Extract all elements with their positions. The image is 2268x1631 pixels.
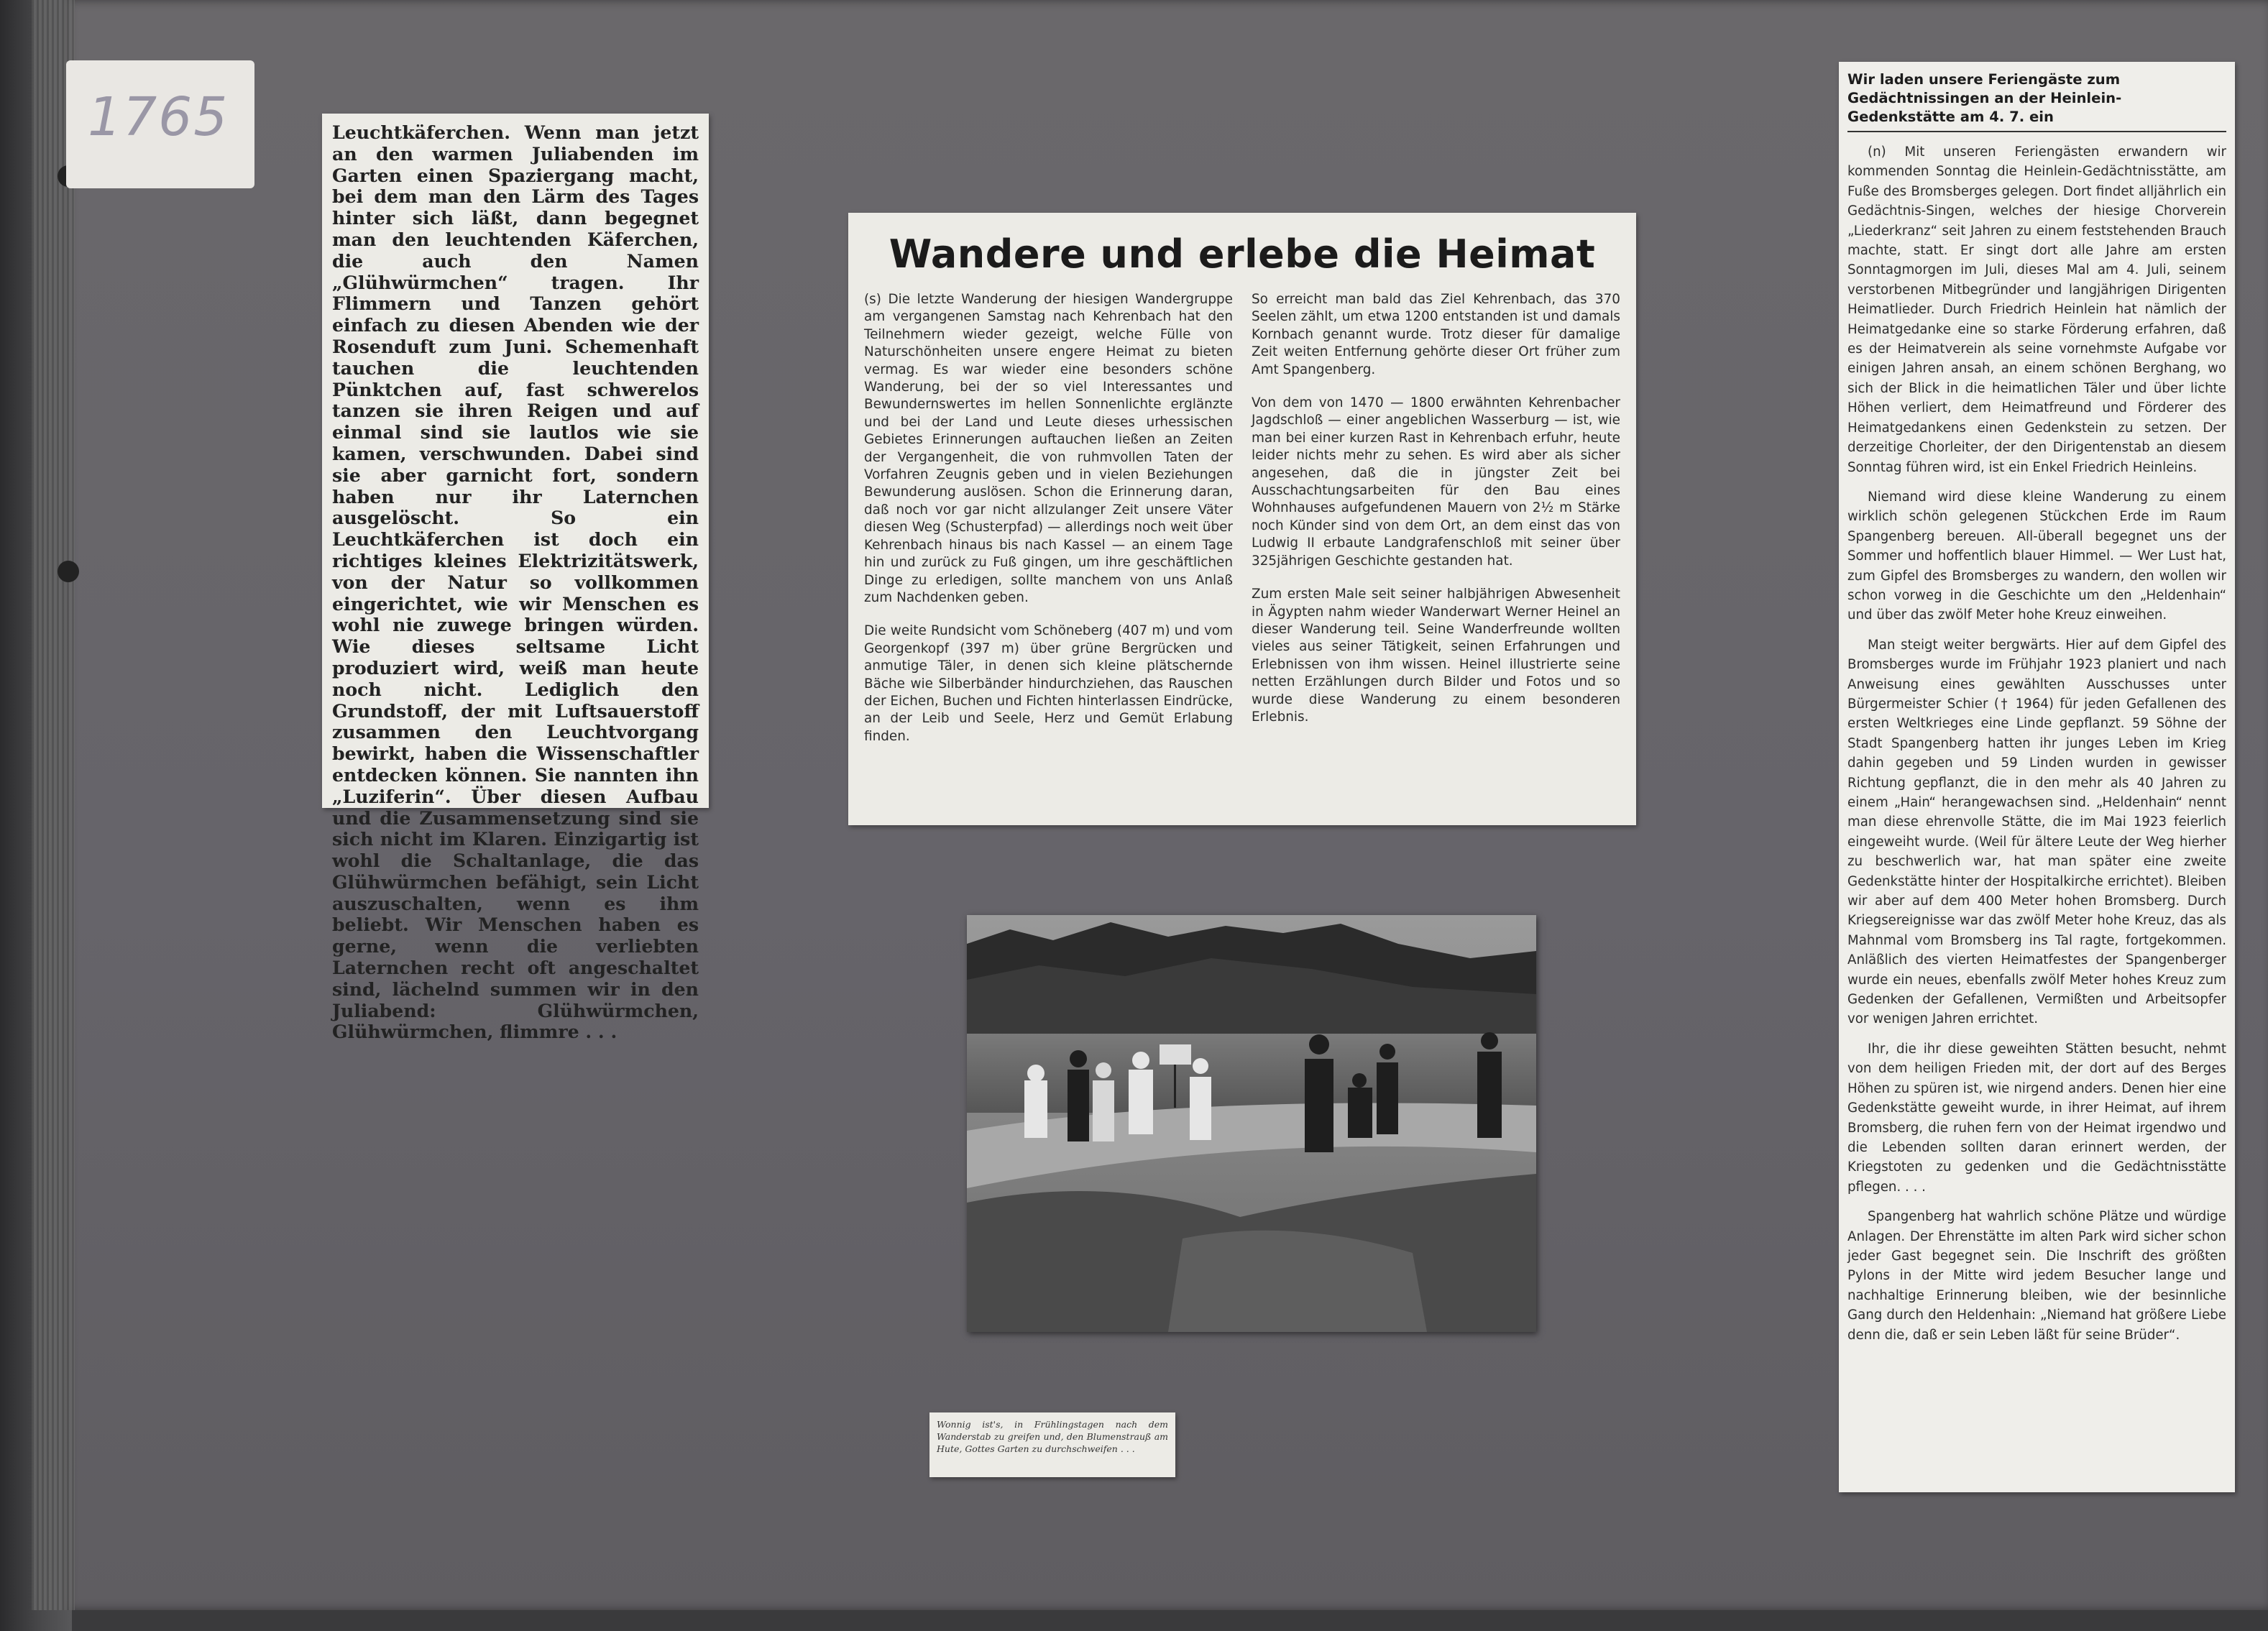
paragraph: Niemand wird diese kleine Wanderung zu einem wirklich schön gelegenen Stückchen Erde im Raum Spangenberg bereuen. All-überall begegnet uns der Sommer und hoffentlich blauer Himmel. — Wer Lust hat, zum Gipfel des Bromsberges zu wandern, den wollen wir schon vorweg in die Geschichte um den „Heldenhain“ und über das zwölf Meter hohe Kreuz einweihen. <box>1847 489 2226 623</box>
clipping-feriengaeste <box>1839 62 2235 1492</box>
column-1 <box>864 291 1233 761</box>
paragraph: So erreicht man bald das Ziel Kehrenbach, das 370 Seelen zählt, um etwa 1200 entstanden ist und damals Kornbach genannt wurde. Trotz dieser für damalige Zeit weiten Entfernung gehörte dieser Ort früher zum Amt Spangenberg. <box>1252 292 1620 377</box>
clipping-headline: Wir laden unsere Feriengäste zum Gedächtnissingen an der Heinlein-Gedenkstätte am 4. 7. ein <box>1847 70 2226 132</box>
paragraph: (s) Die letzte Wanderung der hiesigen Wandergruppe am vergangenen Samstag nach Kehrenbach hat den Teilnehmern wieder gezeigt, welche Fülle von Naturschönheiten unsere engere Heimat zu bieten vermag. Es war wieder eine besonders schöne Wanderung, bei der so viel Interessantes und Bewundernswertes im hellen Sonnenlichte erglänzte und bei der Land und Leute dieses urhessischen Gebietes Erinnerungen auftauchen ließen an Zeiten der Vergangenheit, die von ruhmvollen Taten der Vorfahren Zeugnis geben und in vielen Beziehungen Bewunderung auslösen. Schon die Erinnerung daran, daß noch vor gar nicht allzulanger Zeit unsere Väter diesen Weg (Schusterpfad) — allerdings noch weit über Kehrenbach hinaus bis nach Kassel — an einem Tage hin und zurück zu Fuß gingen, um ihre geschäftlichen Dinge zu erledigen, sollte manchem von uns Anlaß zum Nachdenken geben. <box>864 292 1233 605</box>
clipping-headline: Wandere und erlebe die Heimat <box>889 231 1596 277</box>
hiking-group-photo <box>967 915 1536 1332</box>
column-2 <box>1252 291 1620 761</box>
paragraph: (n) Mit unseren Feriengästen erwandern wir kommenden Sonntag die Heinlein-Gedächtnisstätte, am Fuße des Bromsberges gelegen. Dort findet alljährlich ein Gedächtnis-Singen, welches der hiesige Chorverein „Liederkranz“ seit Jahren zu einem feststehenden Brauch machte, statt. Er singt dort alle Jahre am ersten Sonntagmorgen im Juli, dieses Mal am 4. Juli, seinem verstorbenen Mitbegründer und langjährigen Dirigenten Heimatlieder. Durch Friedrich Heinlein hat nämlich der Heimatgedanke eine so starke Förderung erfahren, daß es der Heimatverein als seine vornehmste Aufgabe vor einigen Jahren ansah, an einem schönen Berghang, wo sich der Blick in die heimatlichen Täler und über lichte Höhen verliert, dem Heimatfreund und Förderer des Heimatgedankens einen Gedenkstein zu setzen. Der derzeitige Chorleiter, der den Dirigentenstab an diesem Sonntag führen wird, ist ein Enkel Friedrich Heinleins. <box>1847 144 2226 475</box>
clipping-columns <box>864 291 1620 761</box>
index-number: 1765 <box>88 86 229 148</box>
paragraph: Von dem von 1470 — 1800 erwähnten Kehrenbacher Jagdschloß — einer angeblichen Wasserburg — ist, wie man bei einer kurzen Rast in Kehrenbach erfuhr, heute leider nichts mehr zu sehen. Es wird aber als sicher angesehen, daß die in jüngster Zeit bei Ausschachtungsarbeiten für den Bau eines Wohnhauses aufgefundenen Mauern von 2½ m Stärke noch Künder sind von dem Ort, an dem einst das von Ludwig II erbaute Landgrafenschloß mit seiner über 325jährigen Geschichte gestanden hat. <box>1252 395 1620 569</box>
clipping-text: Leuchtkäferchen. Wenn man jetzt an den warmen Juliabenden im Garten einen Spaziergang macht, bei dem man den Lärm des Tages hinter sich läßt, dann begegnet man den leuchtenden Käferchen, die auch den Namen „Glühwürmchen“ tragen. Ihr Flimmern und Tanzen gehört einfach zu diesen Abenden wie der Rosenduft zum Juni. Schemenhaft tauchen die leuchtenden Pünktchen auf, fast schwerelos tanzen sie ihren Reigen und auf einmal sind sie lautlos wie sie kamen, verschwunden. Dabei sind sie aber garnicht fort, sondern haben nur ihr Laternchen ausgelöscht. So ein Leuchtkäferchen ist doch ein richtiges kleines Elektrizitätswerk, von der Natur so vollkommen eingerichtet, wie wir Menschen es wohl nie zuwege bringen würden. Wie dieses seltsame Licht produziert wird, weiß man heute noch nicht. Lediglich den Grundstoff, der mit Luftsauerstoff zusammen den Leuchtvorgang bewirkt, haben die Wissenschaftler entdecken können. Sie nannten ihn „Luziferin“. Über diesen Aufbau und die Zusammensetzung sind sie sich nicht im Klaren. Einzigartig ist wohl die Schaltanlage, die das Glühwürmchen befähigt, sein Licht auszuschalten, wenn es ihm beliebt. Wir Menschen haben es gerne, wenn die verliebten Laternchen recht oft angeschaltet sind, lächelnd summen wir in den Juliabend: Glühwürmchen, Glühwürmchen, flimmre . . . <box>332 121 699 1043</box>
clipping-wandere <box>848 213 1636 825</box>
paragraph: Ihr, die ihr diese geweihten Stätten besucht, nehmt von dem heiligen Frieden mit, der dort auf des Berges Höhen zu spüren ist, wie nirgend anders. Denen hier eine Gedenkstätte geweiht wurde, in ihrer Heimat, auf ihrem Bromsberg, die ruhen fern von der Heimat irgendwo und die Lebenden sollten daran erinnert werden, der Kriegstoten zu gedenken und die Gedächtnisstätte pflegen. . . . <box>1847 1041 2226 1195</box>
group-photo-icon <box>967 915 1536 1332</box>
paragraph: Zum ersten Male seit seiner halbjährigen Abwesenheit in Ägypten nahm wieder Wanderwart Werner Heinel an dieser Wanderung teil. Seine Wanderfreunde wollten vieles aus seiner Tätigkeit, seinen Erfahrungen und Erlebnissen von ihm wissen. Heinel illustrierte seine netten Erzählungen durch Bilder und Fotos und so wurde diese Wanderung zu einem besonderen Erlebnis. <box>1252 587 1620 725</box>
page-edge <box>32 0 75 1610</box>
paragraph: Spangenberg hat wahrlich schöne Plätze und würdige Anlagen. Der Ehrenstätte im alten Park wird sicher schon jeder Gast begegnet sein. Die Inschrift des größten Pylons in der Mitte wird jedem Besucher lange und nachhaltige Erinnerung bleiben, wie der besinnliche Gang durch den Heldenhain: „Niemand hat größere Liebe denn die, daß er sein Leben läßt für seine Brüder“. <box>1847 1209 2226 1343</box>
index-label <box>66 60 254 188</box>
poem-text: Wonnig ist's, in Frühlingstagen nach dem Wanderstab zu greifen und, den Blumenstrauß am Hute, Gottes Garten zu durchschweifen . . . <box>937 1419 1168 1454</box>
paragraph: Man steigt weiter bergwärts. Hier auf dem Gipfel des Bromsberges wurde im Frühjahr 1923 planiert und nach Anweisung eines gewählten Ausschusses unter Bürgermeister Schier († 1964) für jeden Gefallenen des ersten Weltkrieges eine Linde gepflanzt. 59 Söhne der Stadt Spangenberg hatten ihr junges Leben im Krieg dahin gegeben und 59 Linden wurden in gewisser Richtung gepflanzt, die in den mehr als 40 Jahren zu einem „Hain“ herangewachsen sind. „Heldenhain“ nennt man diese ehrenvolle Stätte, die im Mai 1923 feierlich eingeweiht wurde. (Weil für ältere Leute der Weg hierher zu beschwerlich war, hat man später eine zweite Gedenkstätte hinter der Hospitalkirche errichtet). Bleiben wir aber auf dem 400 Meter hohen Bromsberg. Durch Kriegsereignisse war das zwölf Meter hohe Kreuz, das als Mahnmal vom Bromsberg ins Tal ragte, fortgekommen. Anläßlich des vierten Heimatfestes der Spangenberger wurde ein neues, ebenfalls zwölf Meter hohes Kreuz zum Gedenken der Gefallenen, Vermißten und Arbeitsopfer vor wenigen Jahren errichtet. <box>1847 637 2226 1027</box>
paragraph: Die weite Rundsicht vom Schöneberg (407 m) und vom Georgenkopf (397 m) über grüne Bergrücken und anmutige Täler, in denen sich kleine plätschernde Bäche wie Silberbänder hindurchziehen, das Rauschen der Eichen, Buchen und Fichten hinterlassen Eindrücke, an der Leib und Seele, Herz und Gemüt Erlabung finden. <box>864 623 1233 744</box>
binding-hole <box>58 561 79 582</box>
clipping-poem <box>929 1412 1175 1477</box>
clipping-leuchtkaeferchen <box>322 114 709 1043</box>
